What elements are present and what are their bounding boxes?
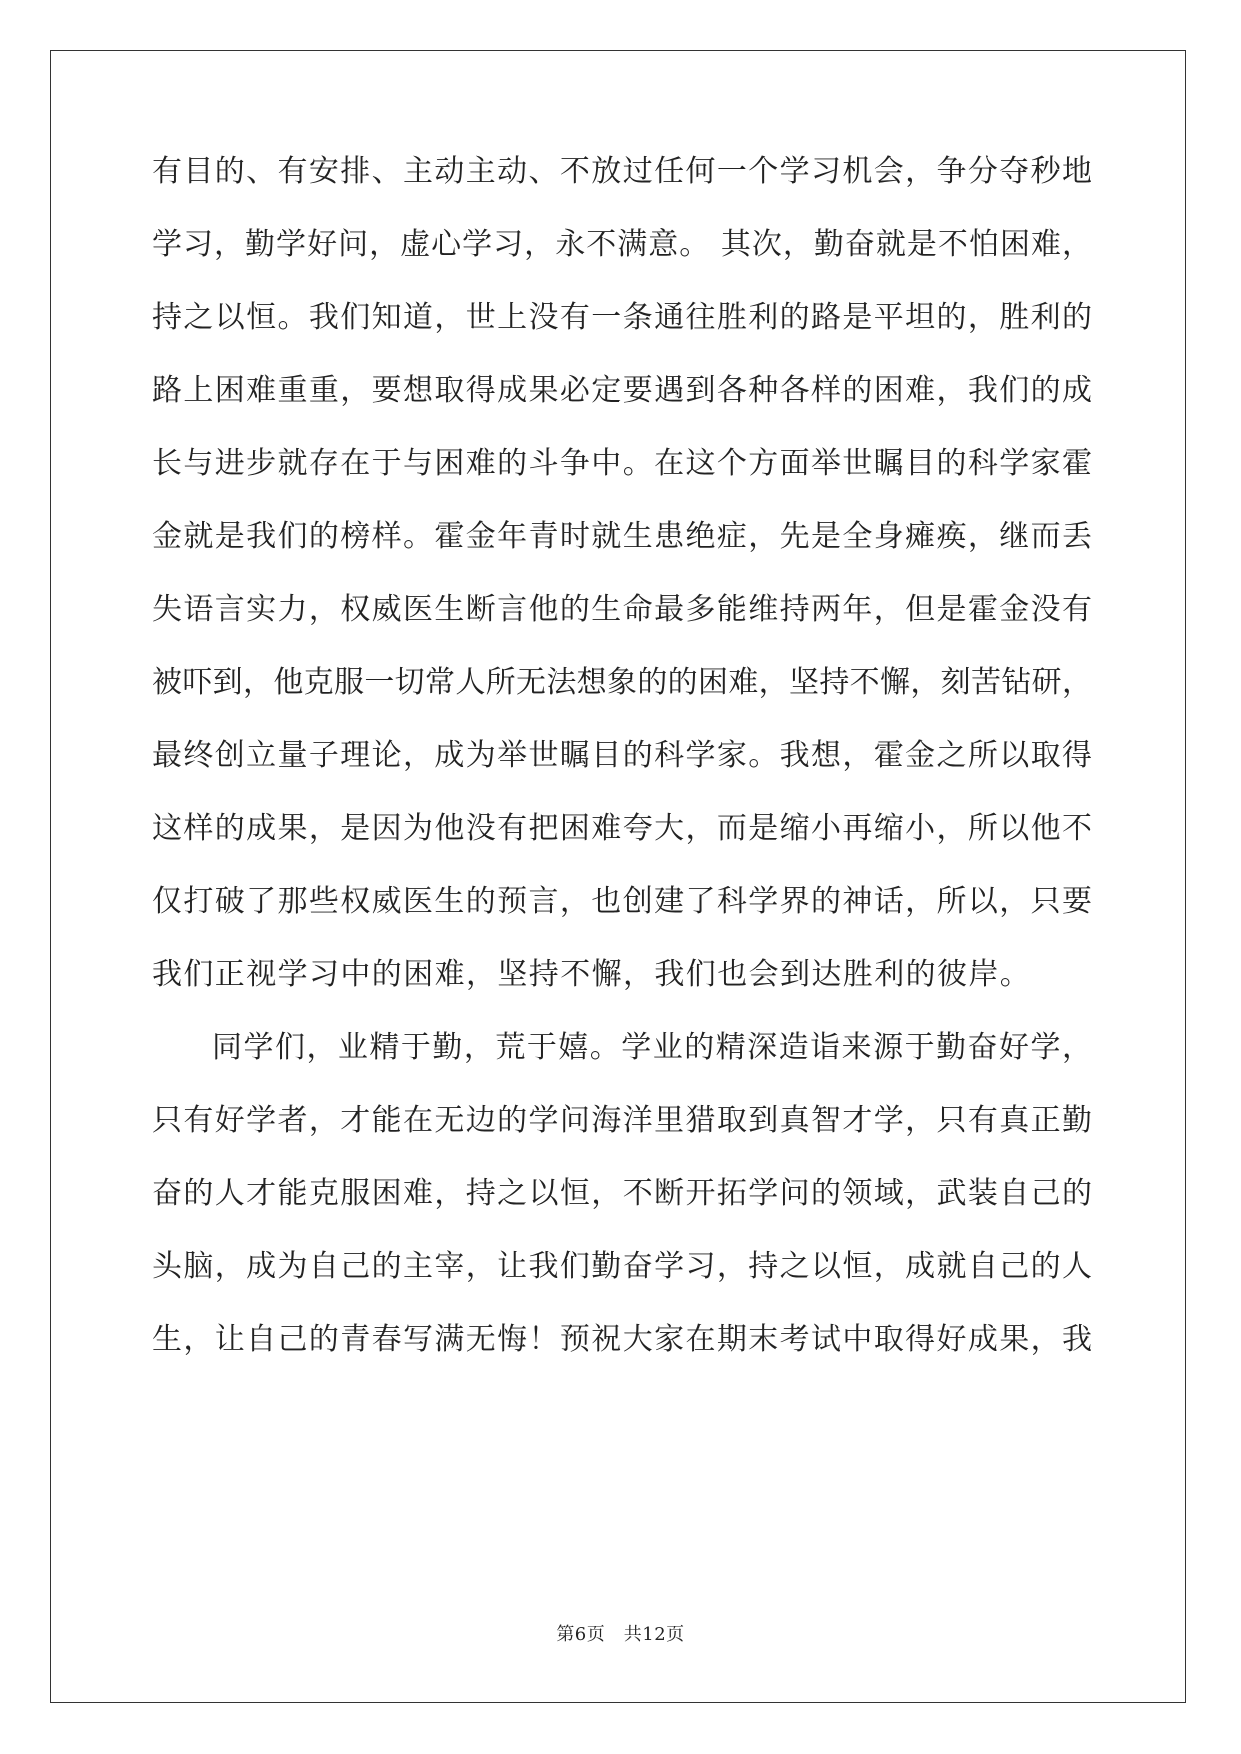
text-line: 只有好学者，才能在无边的学问海洋里猎取到真智才学，只有真正勤 [152, 1103, 1092, 1138]
text-line: 有目的、有安排、主动主动、不放过任何一个学习机会，争分夺秒地 [152, 154, 1092, 189]
page-number-footer: 第6页 共12页 [556, 1624, 685, 1645]
text-line: 同学们，业精于勤，荒于嬉。学业的精深造诣来源于勤奋好学， [212, 1030, 1092, 1065]
text-line: 最终创立量子理论，成为举世瞩目的科学家。我想，霍金之所以取得 [152, 738, 1092, 773]
text-line: 金就是我们的榜样。霍金年青时就生患绝症，先是全身瘫痪，继而丢 [152, 519, 1092, 554]
text-line: 路上困难重重，要想取得成果必定要遇到各种各样的困难，我们的成 [152, 373, 1092, 408]
text-line: 生，让自己的青春写满无悔！预祝大家在期末考试中取得好成果，我 [152, 1322, 1092, 1357]
text-line: 奋的人才能克服困难，持之以恒，不断开拓学问的领域，武装自己的 [152, 1176, 1092, 1211]
text-line: 持之以恒。我们知道，世上没有一条通往胜利的路是平坦的，胜利的 [152, 300, 1092, 335]
text-line: 仅打破了那些权威医生的预言，也创建了科学界的神话，所以，只要 [152, 884, 1092, 919]
text-line: 头脑，成为自己的主宰，让我们勤奋学习，持之以恒，成就自己的人 [152, 1249, 1092, 1284]
text-line: 学习，勤学好问，虚心学习，永不满意。 其次，勤奋就是不怕困难， [152, 227, 1092, 262]
text-line: 失语言实力，权威医生断言他的生命最多能维持两年，但是霍金没有 [152, 592, 1092, 627]
text-line: 这样的成果，是因为他没有把困难夸大，而是缩小再缩小，所以他不 [152, 811, 1092, 846]
text-line: 长与进步就存在于与困难的斗争中。在这个方面举世瞩目的科学家霍 [152, 446, 1092, 481]
text-line: 我们正视学习中的困难，坚持不懈，我们也会到达胜利的彼岸。 [152, 957, 1032, 992]
text-line: 被吓到，他克服一切常人所无法想象的的困难，坚持不懈，刻苦钻研， [152, 665, 1092, 700]
